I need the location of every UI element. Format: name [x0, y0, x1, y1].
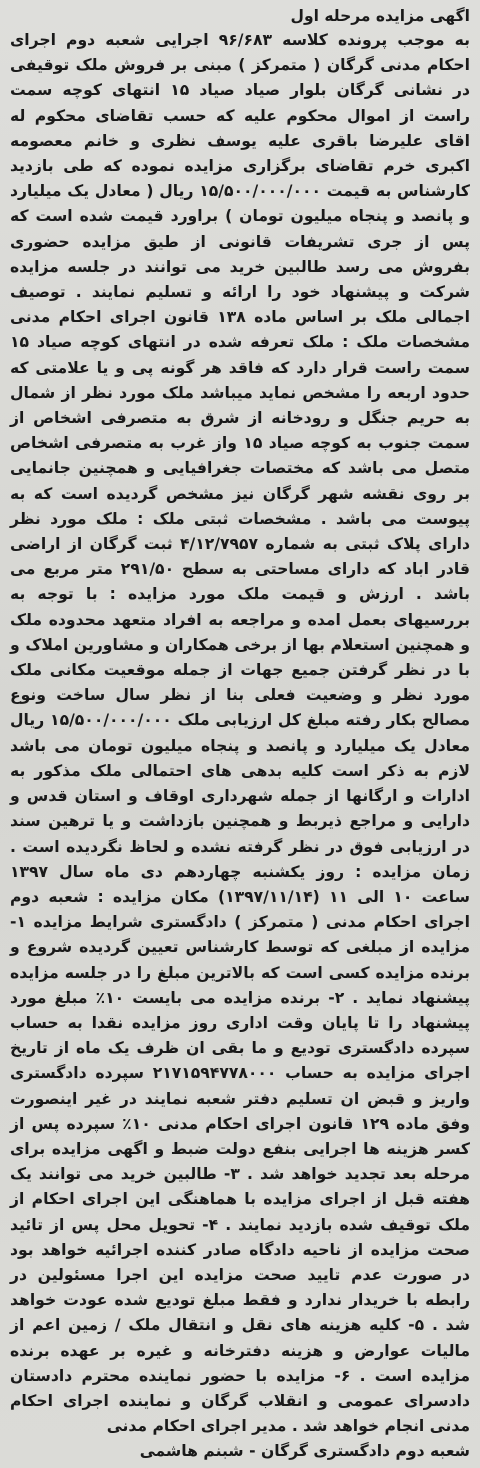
notice-signature: شعبه دوم دادگستری گرگان - شبنم هاشمی: [139, 1442, 470, 1461]
notice-body: به موجب پرونده کلاسه ۹۶/۶۸۳ اجرایی شعبه دوم اجرای احکام مدنی گرگان ( متمرکز ) مبنی بر فروش ملک توقیفی در نشانی گرگان بلوار صیاد صیاد ۱۵ انتهای کوچه سمت راست از اموال محکوم علیه که حسب تقاضای محکوم له اقای علیرضا باقری علیه یوسف نظری و خانم معصومه اکبری خرم تقاضای برگزاری مزایده نموده که طی بازدید کارشناس به قیمت ۱۵/۵۰۰/۰۰۰/۰۰۰ ریال ( معادل یک میلیارد و پانصد و پنجاه میلیون تومان ) براورد قیمت شده است که پس از جری تشریفات قانونی از طیق مزایده حضوری بفروش می رسد طالبین خرید می توانند در جلسه مزایده شرکت و پیشنهاد خود را ارائه و تسلیم نمایند . توصیف اجمالی ملک بر اساس ماده ۱۳۸ قانون اجرای احکام مدنی مشخصات ملک : ملک تعرفه شده در انتهای کوچه صیاد ۱۵ سمت راست قرار دارد که فاقد هر گونه پی و یا علامتی که حدود اربعه را مشخص نماید میباشد ملک مورد نظر از شمال به حریم جنگل و رودخانه از شرق به متصرفی اشخاص از سمت جنوب به کوچه صیاد ۱۵ واز غرب به متصرفی اشخاص متصل می باشد که مختصات جغرافیایی و همچنین جانمایی بر روی نقشه شهر گرگان نیز مشخص گردیده است که به پیوست می باشد . مشخصات ثبتی ملک : ملک مورد نظر دارای پلاک ثبتی به شماره ۴/۱۲/۷۹۵۷ ثبت گرگان از اراضی قادر اباد که دارای مساحتی به سطح ۲۹۱/۵۰ متر مربع می باشد . ارزش و قیمت ملک مورد مزایده : با توجه به بررسیهای بعمل امده و مراجعه به افراد متعهد محدوده ملک و همچنین استعلام بها از برخی همکاران و مشاورین املاک و با در نظر گرفتن جمیع جهات از جمله موقعیت مکانی ملک مورد نظر و وضعیت فعلی بنا از نظر سال ساخت ونوع مصالح بکار رفته مبلغ کل ارزیابی ملک ۱۵/۵۰۰/۰۰۰/۰۰۰ ریال معادل یک میلیارد و پانصد و پنجاه میلیون تومان می باشد لازم به ذکر است کلیه بدهی های احتمالی ملک مذکور به ادارات و ارگانها از جمله شهرداری اوقاف و استان قدس و دارایی و مراجع ذیربط و همچنین بازداشت و یا ترهین سند در ارزیابی فوق در نظر گرفته نشده و لحاظ نگردیده است . زمان مزایده : روز یکشنبه چهاردهم دی ماه سال ۱۳۹۷ ساعت ۱۰ الی ۱۱ (۱۳۹۷/۱۱/۱۴) مکان مزایده : شعبه دوم اجرای احکام مدنی ( متمرکز ) دادگستری شرایط مزایده ۱- مزایده از مبلغی که توسط کارشناس تعیین گردیده شروع و برنده مزایده کسی است که بالاترین مبلغ را در جلسه مزایده پیشنهاد نماید . ۲- برنده مزایده می بایست ۱۰٪ مبلغ مورد پیشنهاد را تا پایان وقت اداری روز مزایده نقدا به حساب سپرده دادگستری تودیع و ما بقی ان ظرف یک ماه از تاریخ اجرای مزایده به حساب ۲۱۷۱۵۹۴۷۷۸۰۰۰ سپرده دادگستری واریز و قبض ان تسلیم دفتر شعبه نمایند در غیر اینصورت وفق ماده ۱۲۹ قانون اجرای احکام مدنی ۱۰٪ سپرده پس از کسر هزینه ها اجرایی بنفع دولت ضبط و اگهی مزایده برای مرحله بعد تجدید خواهد شد . ۳- طالبین خرید می توانند یک هفته قبل از اجرای مزایده با هماهنگی این اجرای احکام از ملک توقیف شده بازدید نمایند . ۴- تحویل محل پس از تائید صحت مزایده از ناحیه دادگاه صادر کننده اجرائیه خواهد بود در صورت عدم تایید صحت مزایده این اجرا مسئولین در رابطه با خریدار ندارد و فقط مبلغ تودیع شده عودت خواهد شد . ۵- کلیه هزینه های نقل و انتقال ملک / زمین اعم از مالیات عوارض و هزینه دفترخانه و غیره بر عهده برنده مزایده است . ۶- مزایده با حضور نماینده محترم دادستان دادسرای عمومی و انقلاب گرگان و نماینده اجرای احکام مدنی انجام خواهد شد . مدیر اجرای احکام مدنی: [10, 31, 471, 1436]
notice-title: اگهی مزایده مرحله اول: [290, 7, 470, 25]
